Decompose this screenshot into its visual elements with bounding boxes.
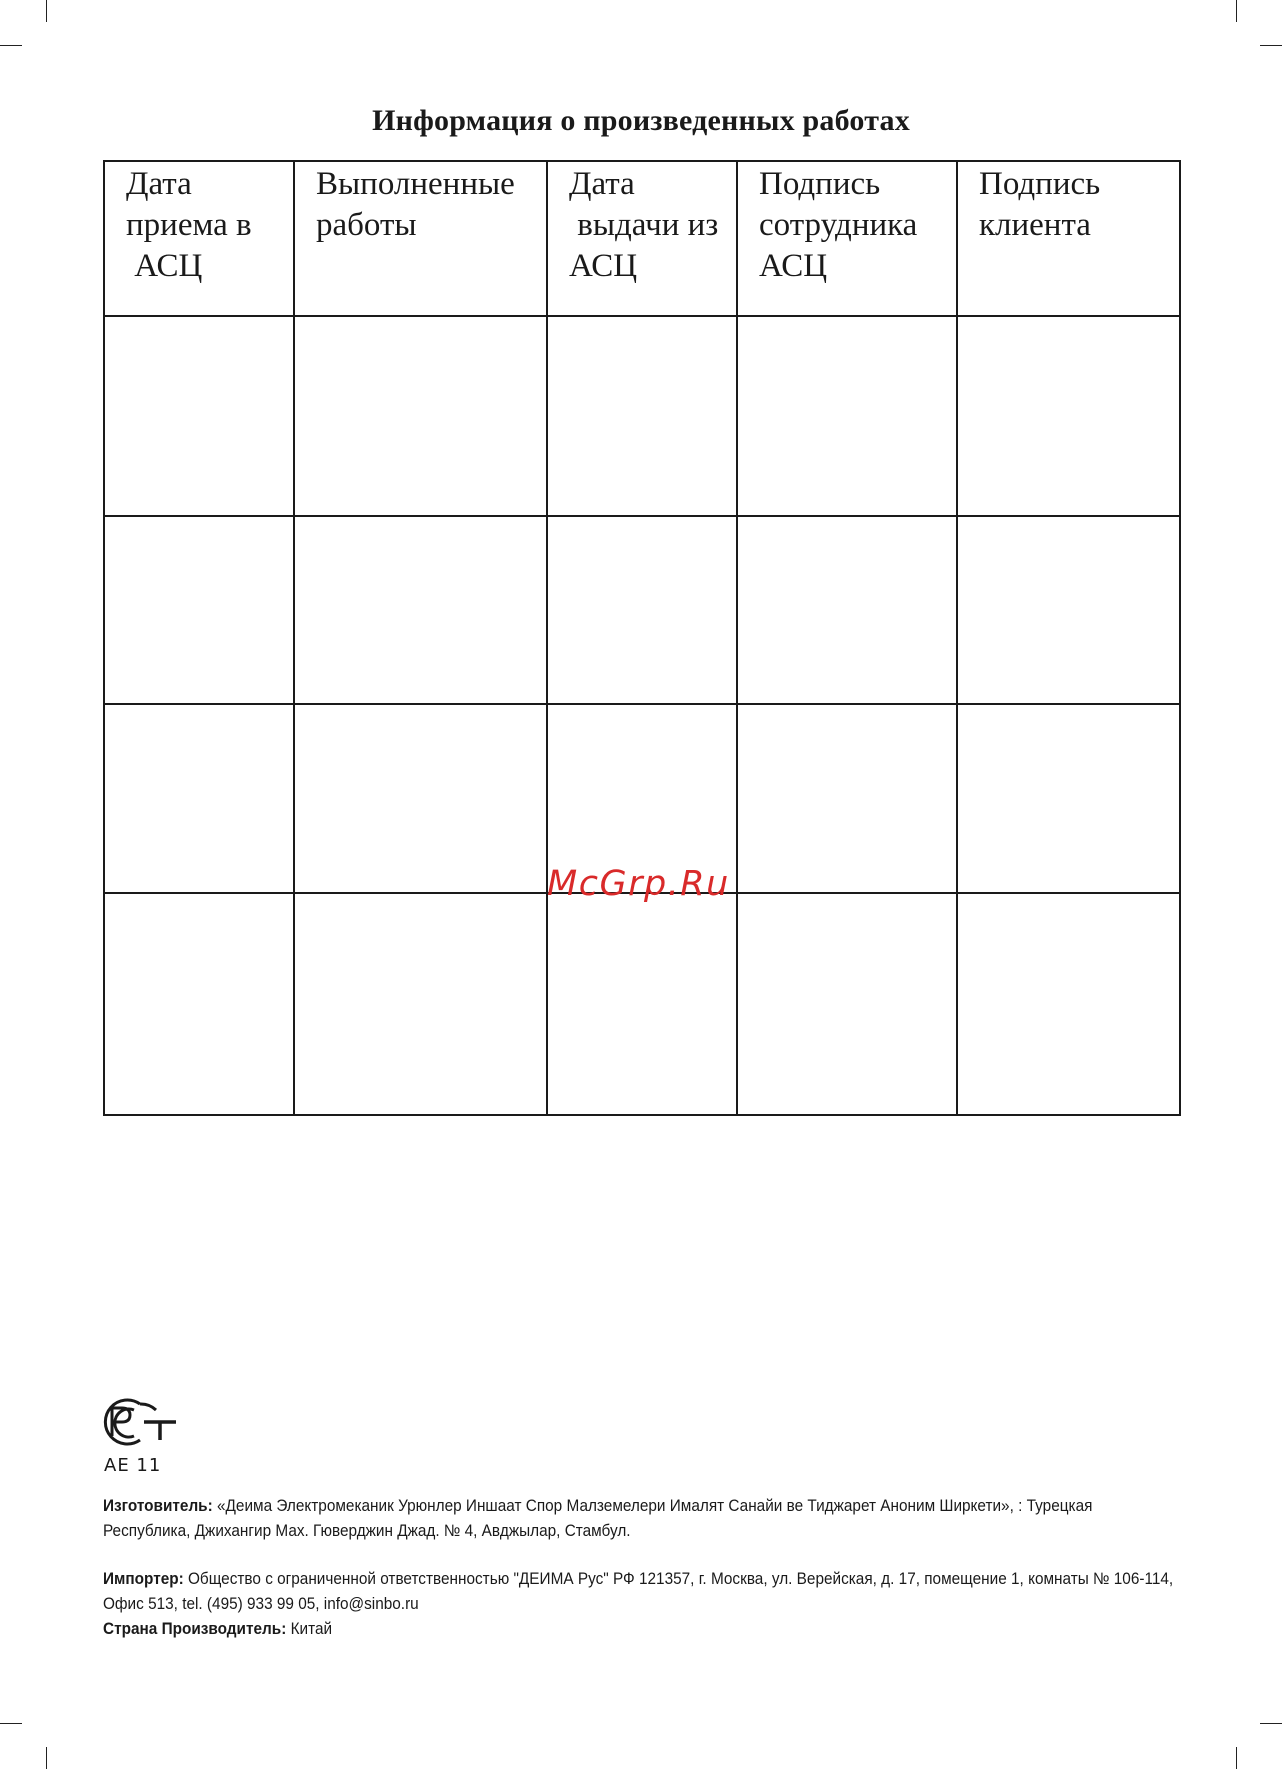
watermark: McGrp.Ru: [547, 864, 730, 904]
table-cell[interactable]: [104, 704, 294, 893]
crop-mark: [1236, 0, 1237, 22]
manufacturer-label: Изготовитель:: [103, 1497, 213, 1515]
work-log-table: [103, 160, 1181, 1116]
manufacturer-text: «Деима Электромеканик Урюнлер Иншаат Спор Малземелери Ималят Санайи ве Тиджарет Аноним Ширкети», : Турецкая Республика, Джихангир Мах. Гюверджин Джад. № 4, Авджылар, Стамбул.: [103, 1497, 1093, 1540]
table-cell[interactable]: [104, 316, 294, 516]
header-received-date: Дата приема в АСЦ: [104, 161, 294, 316]
header-issue-date: Дата выдачи из АСЦ: [547, 161, 737, 316]
header-client-signature: Подпись клиента: [957, 161, 1180, 316]
crop-mark: [46, 1747, 47, 1769]
table-header-row: [104, 161, 1180, 316]
table-cell[interactable]: [957, 316, 1180, 516]
importer-label: Импортер:: [103, 1570, 184, 1588]
origin-text: Китай: [286, 1620, 333, 1638]
table-cell[interactable]: [957, 893, 1180, 1115]
crop-mark: [1260, 1723, 1282, 1724]
country-of-origin: [103, 1617, 1181, 1642]
table-cell[interactable]: [104, 893, 294, 1115]
table-cell[interactable]: [737, 893, 957, 1115]
crop-mark: [1236, 1747, 1237, 1769]
table-cell[interactable]: [737, 516, 957, 704]
importer-info: [103, 1567, 1181, 1617]
table-cell[interactable]: [547, 893, 737, 1115]
rst-certification-mark-icon: [100, 1396, 180, 1448]
page-title: Информация о произведенных работах: [372, 104, 910, 137]
table-row: [104, 316, 1180, 516]
table-cell[interactable]: [737, 704, 957, 893]
manufacturer-info: [103, 1494, 1181, 1544]
table-cell[interactable]: [294, 704, 547, 893]
table-row: [104, 516, 1180, 704]
table-cell[interactable]: [294, 516, 547, 704]
table-cell[interactable]: [957, 516, 1180, 704]
table-cell[interactable]: [294, 893, 547, 1115]
origin-label: Страна Производитель:: [103, 1620, 287, 1638]
crop-mark: [1260, 45, 1282, 46]
table-cell[interactable]: [104, 516, 294, 704]
table-cell[interactable]: [957, 704, 1180, 893]
crop-mark: [0, 1723, 22, 1724]
header-work-performed: Выполненные работы: [294, 161, 547, 316]
table-cell[interactable]: [294, 316, 547, 516]
crop-mark: [46, 0, 47, 22]
crop-mark: [0, 45, 22, 46]
table-cell[interactable]: [547, 516, 737, 704]
table-cell[interactable]: [547, 316, 737, 516]
table-row: [104, 893, 1180, 1115]
certification-code: AE 11: [104, 1455, 162, 1476]
table-cell[interactable]: [737, 316, 957, 516]
header-employee-signature: Подпись сотрудника АСЦ: [737, 161, 957, 316]
importer-text: Общество с ограниченной ответственностью "ДЕИМА Рус" РФ 121357, г. Москва, ул. Верейская, д. 17, помещение 1, комнаты № 106-114, Офис 513, tel. (495) 933 99 05, info@sinbo.ru: [103, 1570, 1174, 1613]
